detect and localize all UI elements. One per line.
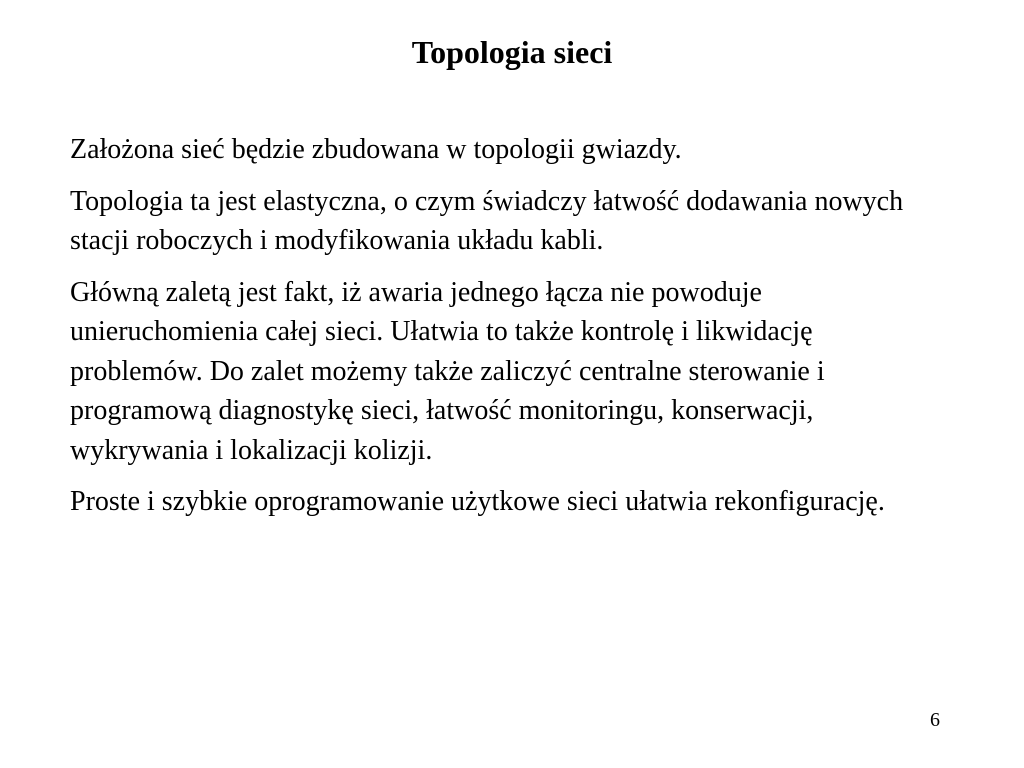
paragraph-4: Proste i szybkie oprogramowanie użytkowe sieci ułatwia rekonfigurację.: [70, 486, 885, 517]
page-number: 6: [930, 709, 940, 731]
paragraph-3: Główną zaletą jest fakt, iż awaria jednego łącza nie powoduje unieruchomienia całej sieci. Ułatwia to także kontrolę i likwidację problemów. Do zalet możemy także zaliczyć centralne sterowanie i programową diagnostykę sieci, łatwość monitoringu, konserwacji, wykrywania i lokalizacji kolizji.: [70, 276, 825, 466]
paragraph-1: Założona sieć będzie zbudowana w topologii gwiazdy.: [70, 134, 682, 165]
paragraph-2: Topologia ta jest elastyczna, o czym świadczy łatwość dodawania nowych stacji roboczych i modyfikowania układu kabli.: [70, 185, 904, 256]
slide-title: Topologia sieci: [411, 34, 613, 70]
slide-body: [70, 130, 950, 534]
